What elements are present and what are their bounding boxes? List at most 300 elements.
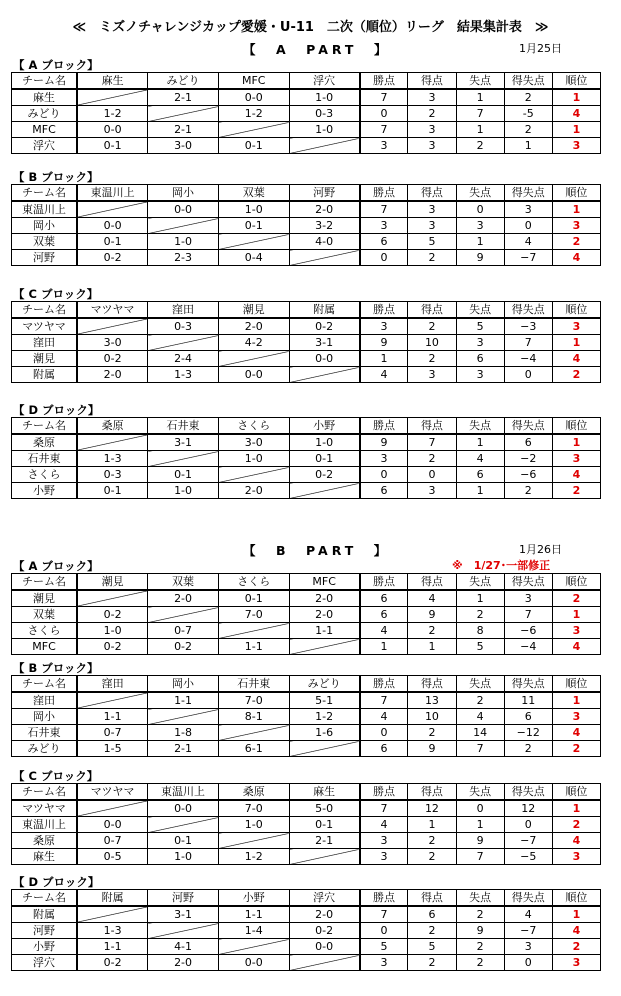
score-cell: 0-0 [148, 201, 219, 218]
diagonal-cell [218, 939, 289, 955]
team-name-cell: MFC [12, 639, 78, 655]
header-cell: マツヤマ [77, 784, 148, 801]
stat-cell: 3 [408, 201, 456, 218]
diagonal-cell [289, 639, 360, 655]
diagonal-cell [77, 590, 148, 607]
score-cell: 3-0 [218, 434, 289, 451]
score-cell: 2-3 [148, 250, 219, 266]
stat-cell: 1 [360, 639, 408, 655]
table-header-row [12, 784, 601, 801]
header-cell: 麻生 [289, 784, 360, 801]
stat-cell: 9 [456, 833, 504, 849]
header-cell: 東温川上 [77, 185, 148, 202]
header-cell: 窪田 [148, 302, 219, 319]
block-label: 【 C ブロック】 [13, 769, 99, 783]
stat-cell: 9 [408, 741, 456, 757]
header-cell: 得失点 [504, 574, 552, 591]
stat-cell: 7 [456, 741, 504, 757]
score-cell: 0-2 [148, 639, 219, 655]
stat-cell: 2 [456, 939, 504, 955]
score-cell: 0-1 [148, 833, 219, 849]
stat-cell: 6 [408, 906, 456, 923]
score-cell: 2-0 [289, 607, 360, 623]
table-row [12, 467, 601, 483]
rank-cell: 2 [552, 590, 600, 607]
table-row [12, 623, 601, 639]
part-b-label: 【 B PART 】 [243, 543, 391, 558]
table-row [12, 335, 601, 351]
stat-cell: 3 [504, 590, 552, 607]
table-row [12, 833, 601, 849]
score-cell: 7-0 [218, 607, 289, 623]
stat-cell: 5 [408, 234, 456, 250]
diagonal-cell [289, 250, 360, 266]
team-name-cell: マツヤマ [12, 318, 78, 335]
team-name-cell: さくら [12, 467, 78, 483]
header-cell: チーム名 [12, 890, 78, 907]
diagonal-cell [148, 817, 219, 833]
score-cell: 0-1 [148, 467, 219, 483]
table-row [12, 89, 601, 106]
score-cell: 1-1 [77, 939, 148, 955]
team-name-cell: 潮見 [12, 590, 78, 607]
header-cell: 得点 [408, 418, 456, 435]
table-row [12, 939, 601, 955]
stat-cell: 12 [408, 800, 456, 817]
rank-cell: 1 [552, 607, 600, 623]
stat-cell: 3 [456, 335, 504, 351]
team-name-cell: 双葉 [12, 607, 78, 623]
score-cell: 0-3 [77, 467, 148, 483]
score-cell: 3-2 [289, 218, 360, 234]
stat-cell: 11 [504, 692, 552, 709]
stat-cell: 2 [408, 351, 456, 367]
rank-cell: 3 [552, 138, 600, 154]
stat-cell: 4 [408, 590, 456, 607]
stat-cell: 1 [408, 639, 456, 655]
stat-cell: 2 [504, 122, 552, 138]
diagonal-cell [148, 335, 219, 351]
results-table [11, 675, 601, 757]
rank-cell: 4 [552, 725, 600, 741]
table-row [12, 800, 601, 817]
stat-cell: 4 [360, 623, 408, 639]
table-row [12, 106, 601, 122]
score-cell: 1-0 [218, 201, 289, 218]
score-cell: 3-1 [289, 335, 360, 351]
score-cell: 0-7 [77, 833, 148, 849]
header-cell: チーム名 [12, 185, 78, 202]
stat-cell: 7 [456, 106, 504, 122]
stat-cell: 2 [504, 741, 552, 757]
stat-cell: 0 [504, 817, 552, 833]
score-cell: 1-6 [289, 725, 360, 741]
header-cell: 河野 [148, 890, 219, 907]
stat-cell: 14 [456, 725, 504, 741]
table-header-row [12, 676, 601, 693]
stat-cell: 7 [360, 800, 408, 817]
header-cell: 勝点 [360, 890, 408, 907]
stat-cell: 0 [360, 467, 408, 483]
header-cell: 石井東 [148, 418, 219, 435]
score-cell: 4-1 [148, 939, 219, 955]
results-table [11, 184, 601, 266]
score-cell: 0-1 [218, 218, 289, 234]
score-cell: 1-1 [77, 709, 148, 725]
table-header-row [12, 302, 601, 319]
score-cell: 1-1 [218, 906, 289, 923]
stat-cell: 0 [456, 800, 504, 817]
stat-cell: 9 [360, 335, 408, 351]
stat-cell: −12 [504, 725, 552, 741]
score-cell: 0-0 [218, 367, 289, 383]
rank-cell: 1 [552, 201, 600, 218]
header-cell: 得点 [408, 784, 456, 801]
header-cell: みどり [289, 676, 360, 693]
header-cell: 失点 [456, 302, 504, 319]
stat-cell: 2 [408, 923, 456, 939]
part-a-date: 1月25日 [519, 42, 562, 55]
table-row [12, 483, 601, 499]
score-cell: 2-0 [148, 590, 219, 607]
table-header-row [12, 418, 601, 435]
rank-cell: 1 [552, 906, 600, 923]
stat-cell: 2 [456, 906, 504, 923]
table-row [12, 906, 601, 923]
stat-cell: 1 [456, 234, 504, 250]
table-row [12, 367, 601, 383]
header-cell: MFC [218, 73, 289, 90]
table-header-row [12, 185, 601, 202]
header-cell: 得点 [408, 574, 456, 591]
stat-cell: 7 [456, 849, 504, 865]
document-title: ≪ ミズノチャレンジカップ愛媛・U-11 二次（順位）リーグ 結果集計表 ≫ [72, 20, 549, 35]
diagonal-cell [218, 234, 289, 250]
header-cell: 順位 [552, 302, 600, 319]
header-cell: さくら [218, 418, 289, 435]
stat-cell: 7 [360, 692, 408, 709]
score-cell: 0-3 [289, 106, 360, 122]
stat-cell: −6 [504, 467, 552, 483]
score-cell: 0-0 [218, 89, 289, 106]
rank-cell: 1 [552, 335, 600, 351]
stat-cell: 9 [456, 250, 504, 266]
header-cell: 得点 [408, 890, 456, 907]
header-cell: 石井東 [218, 676, 289, 693]
header-cell: 順位 [552, 185, 600, 202]
score-cell: 2-0 [218, 483, 289, 499]
diagonal-cell [289, 367, 360, 383]
rank-cell: 1 [552, 122, 600, 138]
header-cell: 勝点 [360, 302, 408, 319]
score-cell: 0-2 [77, 250, 148, 266]
table-row [12, 817, 601, 833]
stat-cell: 3 [408, 367, 456, 383]
score-cell: 1-0 [218, 817, 289, 833]
score-cell: 0-7 [148, 623, 219, 639]
stat-cell: 7 [360, 89, 408, 106]
stat-cell: −4 [504, 639, 552, 655]
stat-cell: 1 [360, 351, 408, 367]
stat-cell: 3 [504, 939, 552, 955]
stat-cell: 3 [408, 122, 456, 138]
team-name-cell: 石井東 [12, 725, 78, 741]
header-cell: チーム名 [12, 676, 78, 693]
header-cell: チーム名 [12, 574, 78, 591]
score-cell: 2-0 [148, 955, 219, 971]
rank-cell: 1 [552, 800, 600, 817]
stat-cell: 7 [504, 335, 552, 351]
stat-cell: 2 [408, 250, 456, 266]
rank-cell: 4 [552, 106, 600, 122]
rank-cell: 4 [552, 250, 600, 266]
stat-cell: −4 [504, 351, 552, 367]
stat-cell: 1 [504, 138, 552, 154]
stat-cell: 0 [360, 250, 408, 266]
score-cell: 1-0 [289, 89, 360, 106]
header-cell: チーム名 [12, 418, 78, 435]
score-cell: 2-0 [77, 367, 148, 383]
score-cell: 0-2 [77, 351, 148, 367]
stat-cell: 2 [408, 833, 456, 849]
team-name-cell: 岡小 [12, 218, 78, 234]
score-cell: 7-0 [218, 692, 289, 709]
team-name-cell: 附属 [12, 906, 78, 923]
header-cell: チーム名 [12, 73, 78, 90]
score-cell: 1-1 [289, 623, 360, 639]
block-label: 【 C ブロック】 [13, 287, 99, 301]
team-name-cell: 岡小 [12, 709, 78, 725]
score-cell: 0-1 [77, 234, 148, 250]
table-row [12, 201, 601, 218]
score-cell: 0-0 [218, 955, 289, 971]
stat-cell: 2 [408, 451, 456, 467]
score-cell: 2-0 [289, 906, 360, 923]
block-label: 【 A ブロック】 [13, 58, 99, 72]
header-cell: さくら [218, 574, 289, 591]
stat-cell: −5 [504, 849, 552, 865]
table-row [12, 318, 601, 335]
rank-cell: 2 [552, 483, 600, 499]
header-cell: 桑原 [77, 418, 148, 435]
diagonal-cell [148, 607, 219, 623]
header-cell: 得失点 [504, 784, 552, 801]
stat-cell: 4 [504, 906, 552, 923]
stat-cell: 5 [456, 318, 504, 335]
score-cell: 0-1 [289, 817, 360, 833]
score-cell: 0-1 [218, 590, 289, 607]
stat-cell: 6 [456, 351, 504, 367]
score-cell: 0-2 [77, 607, 148, 623]
block-label: 【 D ブロック】 [13, 403, 100, 417]
score-cell: 1-1 [148, 692, 219, 709]
score-cell: 1-0 [148, 234, 219, 250]
stat-cell: −3 [504, 318, 552, 335]
team-name-cell: 潮見 [12, 351, 78, 367]
stat-cell: 4 [360, 709, 408, 725]
table-row [12, 709, 601, 725]
score-cell: 1-2 [218, 849, 289, 865]
rank-cell: 4 [552, 923, 600, 939]
header-cell: 順位 [552, 73, 600, 90]
score-cell: 1-0 [148, 483, 219, 499]
team-name-cell: MFC [12, 122, 78, 138]
header-cell: 小野 [289, 418, 360, 435]
stat-cell: 2 [504, 483, 552, 499]
score-cell: 3-0 [77, 335, 148, 351]
header-cell: 得失点 [504, 890, 552, 907]
stat-cell: 3 [360, 849, 408, 865]
stat-cell: 6 [360, 483, 408, 499]
header-cell: 勝点 [360, 676, 408, 693]
rank-cell: 1 [552, 692, 600, 709]
diagonal-cell [218, 351, 289, 367]
stat-cell: 3 [456, 218, 504, 234]
team-name-cell: 窪田 [12, 692, 78, 709]
stat-cell: 3 [408, 483, 456, 499]
team-name-cell: 河野 [12, 250, 78, 266]
score-cell: 0-1 [218, 138, 289, 154]
header-cell: 失点 [456, 676, 504, 693]
score-cell: 0-1 [289, 451, 360, 467]
score-cell: 1-0 [148, 849, 219, 865]
block-label: 【 A ブロック】 [13, 559, 99, 573]
score-cell: 1-3 [77, 451, 148, 467]
results-table [11, 72, 601, 154]
rank-cell: 2 [552, 234, 600, 250]
team-name-cell: 浮穴 [12, 138, 78, 154]
diagonal-cell [218, 833, 289, 849]
header-cell: 得失点 [504, 73, 552, 90]
stat-cell: 2 [408, 318, 456, 335]
stat-cell: 1 [456, 817, 504, 833]
header-cell: 岡小 [148, 185, 219, 202]
table-row [12, 692, 601, 709]
score-cell: 2-1 [148, 741, 219, 757]
stat-cell: 5 [456, 639, 504, 655]
results-table [11, 889, 601, 971]
stat-cell: 0 [408, 467, 456, 483]
block-label: 【 B ブロック】 [13, 661, 99, 675]
stat-cell: 6 [456, 467, 504, 483]
team-name-cell: 桑原 [12, 434, 78, 451]
block-label: 【 D ブロック】 [13, 875, 100, 889]
header-cell: 得失点 [504, 676, 552, 693]
team-name-cell: 東温川上 [12, 201, 78, 218]
score-cell: 1-3 [77, 923, 148, 939]
rank-cell: 4 [552, 351, 600, 367]
diagonal-cell [148, 709, 219, 725]
rank-cell: 3 [552, 318, 600, 335]
score-cell: 0-2 [289, 467, 360, 483]
header-cell: 順位 [552, 784, 600, 801]
stat-cell: -5 [504, 106, 552, 122]
rank-cell: 1 [552, 434, 600, 451]
team-name-cell: 浮穴 [12, 955, 78, 971]
diagonal-cell [289, 849, 360, 865]
team-name-cell: 麻生 [12, 89, 78, 106]
stat-cell: 1 [408, 817, 456, 833]
header-cell: 失点 [456, 574, 504, 591]
score-cell: 0-3 [148, 318, 219, 335]
score-cell: 2-0 [218, 318, 289, 335]
score-cell: 2-1 [289, 833, 360, 849]
stat-cell: 3 [408, 89, 456, 106]
table-row [12, 639, 601, 655]
stat-cell: 2 [408, 849, 456, 865]
rank-cell: 4 [552, 833, 600, 849]
table-row [12, 955, 601, 971]
stat-cell: 0 [456, 201, 504, 218]
stat-cell: 5 [360, 939, 408, 955]
header-cell: 勝点 [360, 784, 408, 801]
rank-cell: 4 [552, 639, 600, 655]
stat-cell: 6 [360, 741, 408, 757]
stat-cell: −7 [504, 833, 552, 849]
stat-cell: 3 [408, 218, 456, 234]
score-cell: 1-0 [289, 434, 360, 451]
score-cell: 1-8 [148, 725, 219, 741]
header-cell: 得点 [408, 73, 456, 90]
stat-cell: 9 [456, 923, 504, 939]
stat-cell: 2 [408, 623, 456, 639]
team-name-cell: 石井東 [12, 451, 78, 467]
diagonal-cell [148, 923, 219, 939]
header-cell: 得失点 [504, 418, 552, 435]
stat-cell: 6 [504, 709, 552, 725]
rank-cell: 2 [552, 367, 600, 383]
table-row [12, 138, 601, 154]
stat-cell: 0 [360, 923, 408, 939]
stat-cell: 4 [360, 367, 408, 383]
score-cell: 1-5 [77, 741, 148, 757]
header-cell: 東温川上 [148, 784, 219, 801]
team-name-cell: 窪田 [12, 335, 78, 351]
table-header-row [12, 890, 601, 907]
score-cell: 0-0 [289, 351, 360, 367]
stat-cell: 7 [408, 434, 456, 451]
results-table [11, 573, 601, 655]
block-label: 【 B ブロック】 [13, 170, 99, 184]
diagonal-cell [77, 201, 148, 218]
diagonal-cell [289, 741, 360, 757]
results-table [11, 417, 601, 499]
score-cell: 0-2 [289, 318, 360, 335]
stat-cell: 6 [504, 434, 552, 451]
header-cell: 双葉 [218, 185, 289, 202]
stat-cell: 9 [408, 607, 456, 623]
score-cell: 1-3 [148, 367, 219, 383]
table-row [12, 351, 601, 367]
stat-cell: 9 [360, 434, 408, 451]
table-row [12, 434, 601, 451]
header-cell: 失点 [456, 185, 504, 202]
stat-cell: 7 [360, 201, 408, 218]
rank-cell: 4 [552, 467, 600, 483]
diagonal-cell [77, 692, 148, 709]
header-cell: 小野 [218, 890, 289, 907]
header-cell: 順位 [552, 890, 600, 907]
diagonal-cell [77, 318, 148, 335]
header-cell: 順位 [552, 574, 600, 591]
diagonal-cell [218, 122, 289, 138]
stat-cell: 3 [360, 833, 408, 849]
header-cell: 勝点 [360, 73, 408, 90]
stat-cell: 2 [456, 692, 504, 709]
diagonal-cell [77, 434, 148, 451]
header-cell: 失点 [456, 73, 504, 90]
stat-cell: −2 [504, 451, 552, 467]
